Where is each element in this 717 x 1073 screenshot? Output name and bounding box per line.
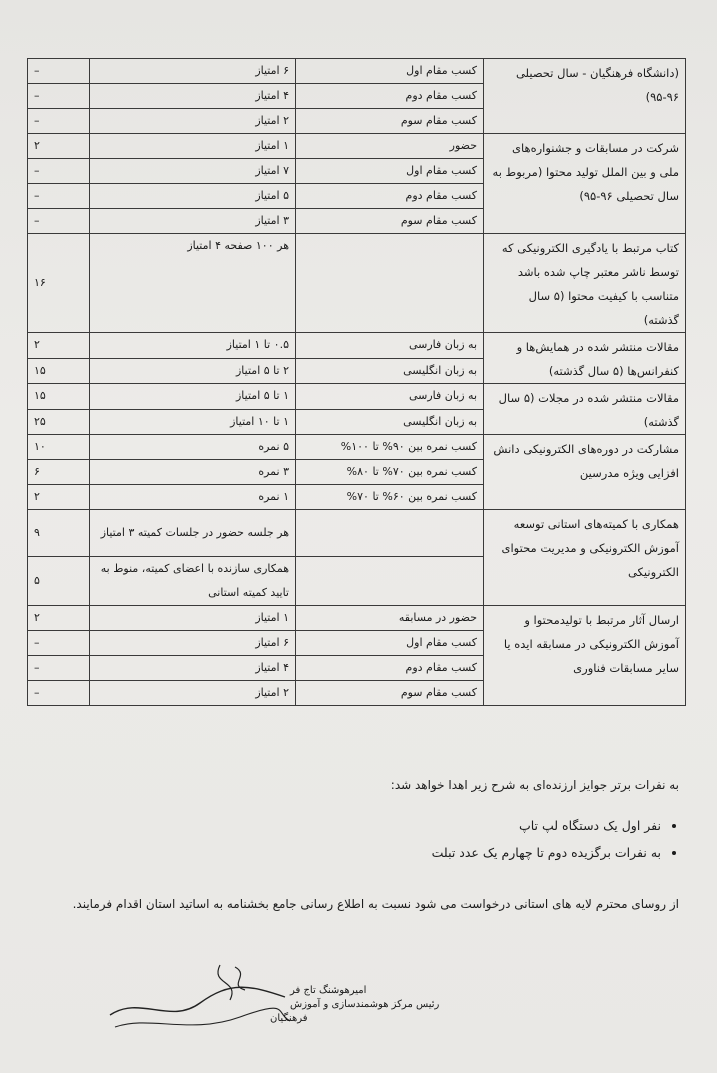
- max-points-cell: ۱۵: [28, 384, 90, 410]
- condition-cell: کسب مقام دوم: [296, 184, 484, 209]
- score-cell: ۴ امتیاز: [90, 656, 296, 681]
- max-points-cell: –: [28, 109, 90, 134]
- score-cell: ۴ امتیاز: [90, 84, 296, 109]
- max-points-cell: ۲: [28, 333, 90, 359]
- score-cell: هر جلسه حضور در جلسات کمیته ۳ امتیاز: [90, 510, 296, 557]
- max-points-cell: –: [28, 681, 90, 706]
- table-row: [28, 333, 686, 359]
- scoring-table: [27, 58, 686, 706]
- score-cell: ۶ امتیاز: [90, 59, 296, 84]
- max-points-cell: ۲: [28, 485, 90, 510]
- score-cell: ۱ نمره: [90, 485, 296, 510]
- signature-title: فرهنگیان: [270, 1013, 308, 1024]
- criterion-cell: کتاب مرتبط با یادگیری الکترونیکی که توسط ناشر معتبر چاپ شده باشد متناسب با کیفیت محتوا (۵ سال گذشته): [484, 234, 686, 333]
- score-cell: ۱ تا ۱۰ امتیاز: [90, 409, 296, 435]
- max-points-cell: ۶: [28, 460, 90, 485]
- condition-cell: [296, 234, 484, 333]
- max-points-cell: ۲: [28, 606, 90, 631]
- max-points-cell: –: [28, 184, 90, 209]
- prize-item: • به نفرات برگزیده دوم تا چهارم یک عدد تبلت: [61, 845, 661, 860]
- condition-cell: کسب نمره بین ۷۰% تا ۸۰%: [296, 460, 484, 485]
- max-points-cell: ۵: [28, 557, 90, 606]
- score-cell: ۶ امتیاز: [90, 631, 296, 656]
- prize-item: • نفر اول یک دستگاه لپ تاپ: [61, 818, 661, 833]
- condition-cell: کسب نمره بین ۶۰% تا ۷۰%: [296, 485, 484, 510]
- condition-cell: کسب مقام اول: [296, 631, 484, 656]
- prizes-list: [61, 818, 679, 872]
- score-cell: ۰.۵ تا ۱ امتیاز: [90, 333, 296, 359]
- condition-cell: کسب مقام اول: [296, 159, 484, 184]
- score-cell: ۲ امتیاز: [90, 109, 296, 134]
- score-cell: هر ۱۰۰ صفحه ۴ امتیاز: [90, 234, 296, 333]
- max-points-cell: ۱۵: [28, 358, 90, 384]
- max-points-cell: ۱۶: [28, 234, 90, 333]
- condition-cell: به زبان فارسی: [296, 384, 484, 410]
- max-points-cell: –: [28, 159, 90, 184]
- signature-title: رئیس مرکز هوشمندسازی و آموزش: [290, 999, 440, 1010]
- condition-cell: [296, 510, 484, 557]
- condition-cell: حضور: [296, 134, 484, 159]
- condition-cell: کسب مقام دوم: [296, 84, 484, 109]
- table-row: [28, 134, 686, 159]
- signature-name: امیرهوشنگ تاج فر: [290, 985, 367, 996]
- max-points-cell: ۲۵: [28, 409, 90, 435]
- prizes-intro: به نفرات برتر جوایز ارزنده‌ای به شرح زیر اهدا خواهد شد:: [390, 778, 679, 792]
- table-row: [28, 435, 686, 460]
- condition-cell: [296, 557, 484, 606]
- max-points-cell: –: [28, 59, 90, 84]
- score-cell: ۷ امتیاز: [90, 159, 296, 184]
- score-cell: ۱ امتیاز: [90, 134, 296, 159]
- max-points-cell: ۹: [28, 510, 90, 557]
- condition-cell: به زبان انگلیسی: [296, 409, 484, 435]
- score-cell: ۲ امتیاز: [90, 681, 296, 706]
- criterion-cell: مشارکت در دوره‌های الکترونیکی دانش افزایی ویژه مدرسین: [484, 435, 686, 510]
- condition-cell: کسب مقام سوم: [296, 209, 484, 234]
- table-row: [28, 59, 686, 84]
- condition-cell: کسب مقام اول: [296, 59, 484, 84]
- condition-cell: کسب مقام سوم: [296, 681, 484, 706]
- condition-cell: کسب مقام سوم: [296, 109, 484, 134]
- condition-cell: حضور در مسابقه: [296, 606, 484, 631]
- score-cell: ۵ نمره: [90, 435, 296, 460]
- table-row: [28, 234, 686, 333]
- score-cell: ۳ نمره: [90, 460, 296, 485]
- max-points-cell: –: [28, 84, 90, 109]
- table-row: [28, 510, 686, 557]
- score-cell: ۱ تا ۵ امتیاز: [90, 384, 296, 410]
- condition-cell: کسب مقام دوم: [296, 656, 484, 681]
- closing-paragraph: از روسای محترم لایه های استانی درخواست می شود نسبت به اطلاع رسانی جامع بخشنامه به اساتید استان اقدام فرمایند.: [72, 897, 679, 911]
- criterion-cell: شرکت در مسابقات و جشنواره‌های ملی و بین الملل تولید محتوا (مربوط به سال تحصیلی ۹۶-۹۵): [484, 134, 686, 234]
- max-points-cell: –: [28, 631, 90, 656]
- criterion-cell: مقالات منتشر شده در مجلات (۵ سال گذشته): [484, 384, 686, 435]
- max-points-cell: ۱۰: [28, 435, 90, 460]
- max-points-cell: –: [28, 656, 90, 681]
- criterion-cell: همکاری با کمیته‌های استانی توسعه آموزش الکترونیکی و مدیریت محتوای الکترونیکی: [484, 510, 686, 606]
- table-row: [28, 384, 686, 410]
- score-cell: ۲ تا ۵ امتیاز: [90, 358, 296, 384]
- criterion-cell: (دانشگاه فرهنگیان - سال تحصیلی ۹۶-۹۵): [484, 59, 686, 134]
- condition-cell: به زبان فارسی: [296, 333, 484, 359]
- score-cell: ۳ امتیاز: [90, 209, 296, 234]
- condition-cell: کسب نمره بین ۹۰% تا ۱۰۰%: [296, 435, 484, 460]
- score-cell: همکاری سازنده با اعضای کمیته، منوط به تایید کمیته استانی: [90, 557, 296, 606]
- table-row: [28, 606, 686, 631]
- score-cell: ۵ امتیاز: [90, 184, 296, 209]
- max-points-cell: –: [28, 209, 90, 234]
- criterion-cell: ارسال آثار مرتبط با تولیدمحتوا و آموزش الکترونیکی در مسابقه ایده یا سایر مسابقات فناوری: [484, 606, 686, 706]
- criterion-cell: مقالات منتشر شده در همایش‌ها و کنفرانس‌ها (۵ سال گذشته): [484, 333, 686, 384]
- signature-stamp: [100, 955, 440, 1045]
- condition-cell: به زبان انگلیسی: [296, 358, 484, 384]
- max-points-cell: ۲: [28, 134, 90, 159]
- score-cell: ۱ امتیاز: [90, 606, 296, 631]
